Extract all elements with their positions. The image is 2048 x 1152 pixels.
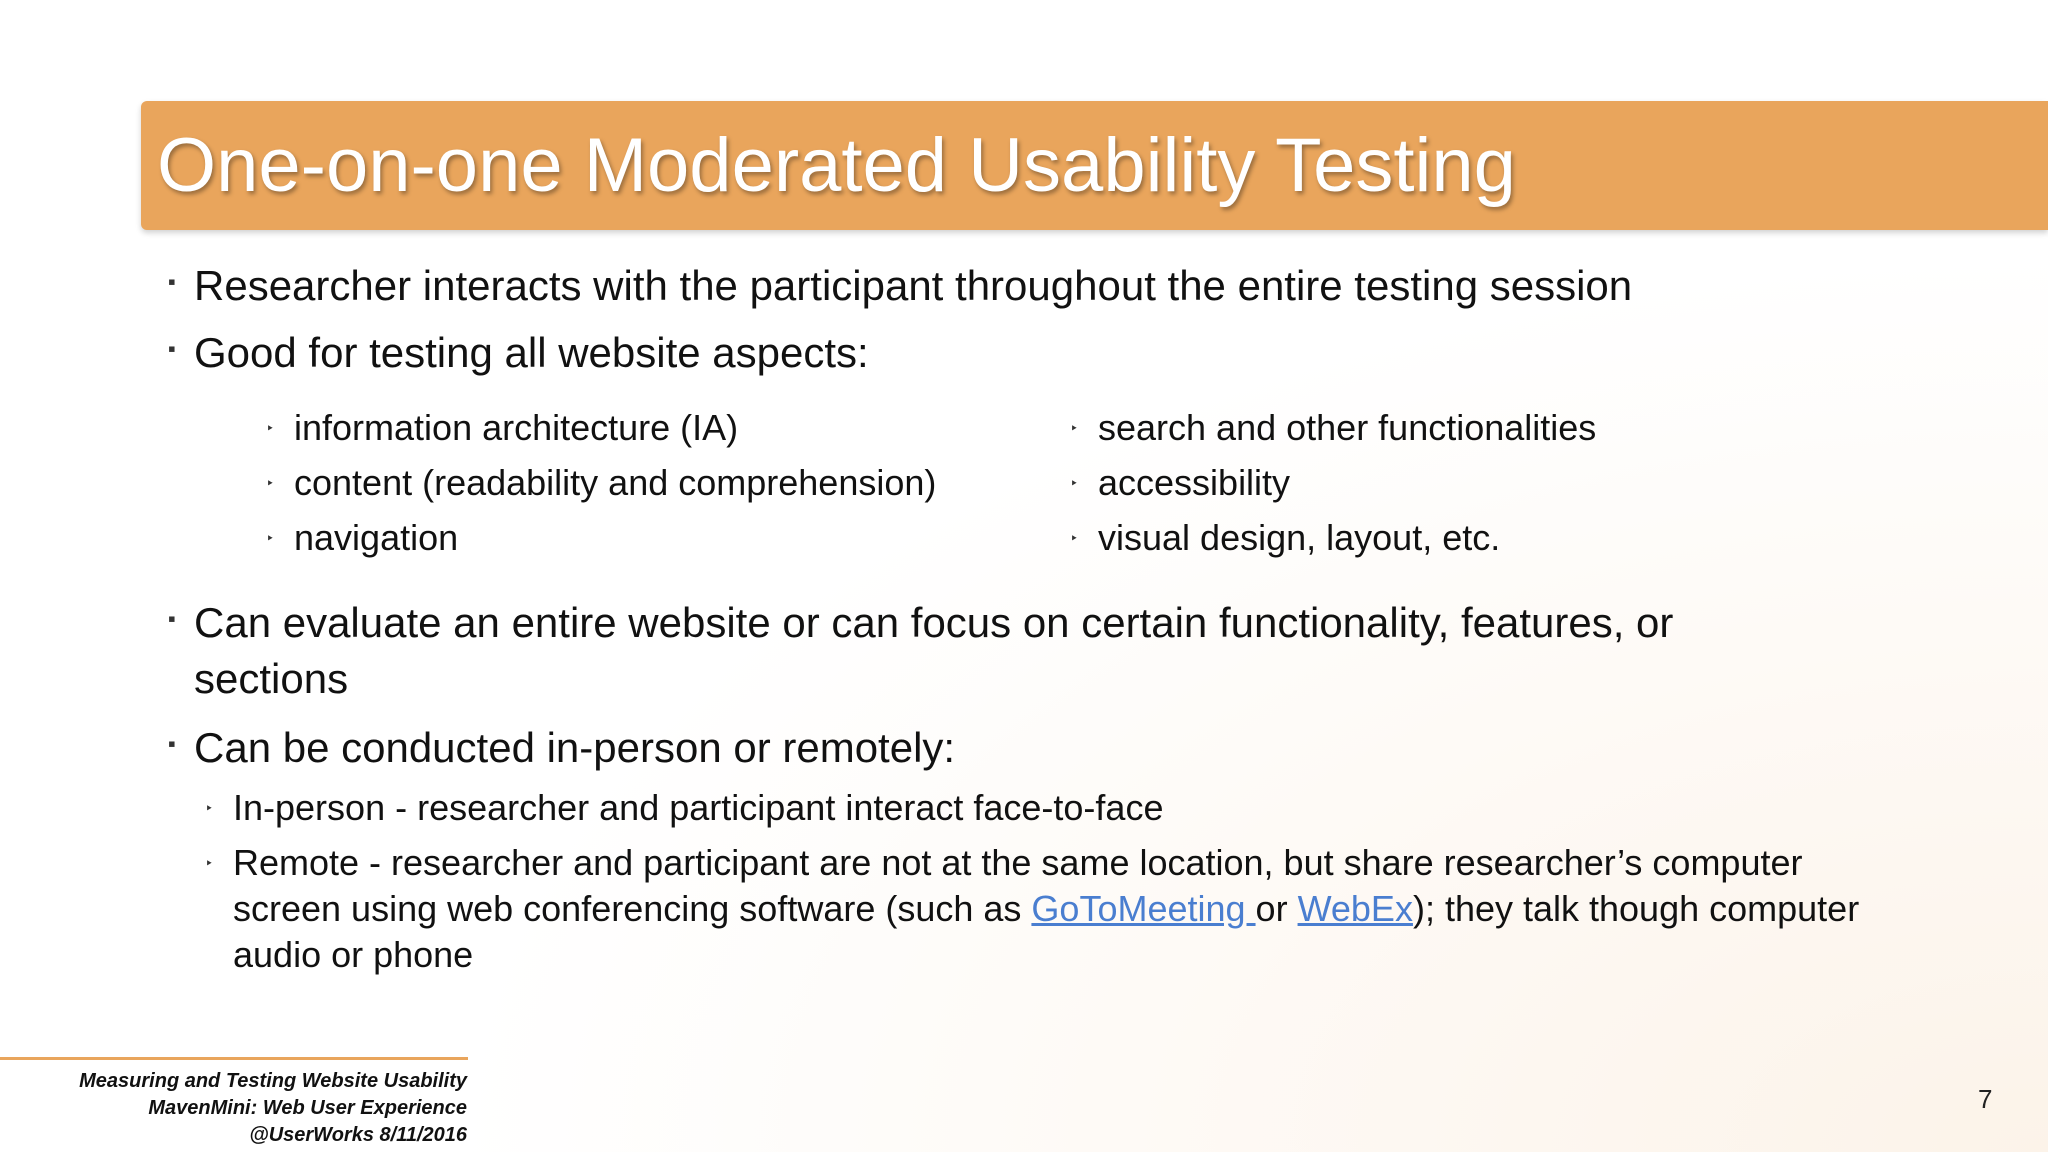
square-bullet-icon: ▪	[168, 606, 176, 631]
square-bullet-icon: ▪	[168, 336, 176, 361]
sub-bullet-text: In-person - researcher and participant interact face-to-face	[233, 787, 1164, 828]
remote-line2-post: ); they talk though computer	[1412, 888, 1860, 929]
aspect-text: accessibility	[1098, 462, 1291, 503]
footer-line2: MavenMini: Web User Experience	[148, 1097, 467, 1119]
aspect-text: content (readability and comprehension)	[294, 462, 937, 503]
slide-title: One-on-one Moderated Usability Testing	[157, 123, 1516, 208]
remote-line2-pre: screen using web conferencing software (such as	[233, 888, 1032, 929]
gotomeeting-link[interactable]: GoToMeeting	[1031, 888, 1256, 929]
triangle-bullet-icon: ‣	[205, 855, 214, 871]
footer-line3: @UserWorks 8/11/2016	[249, 1124, 467, 1146]
footer-line1: Measuring and Testing Website Usability	[79, 1070, 467, 1092]
remote-line2-mid: or	[1255, 888, 1298, 929]
footer-credits	[79, 1068, 467, 1149]
footer-divider	[0, 1057, 468, 1060]
triangle-bullet-icon: ‣	[1070, 530, 1079, 546]
square-bullet-icon: ▪	[168, 731, 176, 756]
remote-line1: Remote - researcher and participant are not at the same location, but share researcher’s computer	[233, 842, 1803, 883]
triangle-bullet-icon: ‣	[266, 530, 275, 546]
bullet-text-line1: Can evaluate an entire website or can focus on certain functionality, features, or	[194, 599, 1674, 646]
aspect-text: visual design, layout, etc.	[1098, 517, 1501, 558]
page-number: 7	[1978, 1084, 1993, 1114]
bullet-text: Researcher interacts with the participant throughout the entire testing session	[194, 262, 1633, 309]
aspect-text: search and other functionalities	[1098, 407, 1597, 448]
triangle-bullet-icon: ‣	[205, 800, 214, 816]
triangle-bullet-icon: ‣	[266, 475, 275, 491]
triangle-bullet-icon: ‣	[1070, 420, 1079, 436]
webex-link[interactable]: WebEx	[1297, 888, 1413, 929]
triangle-bullet-icon: ‣	[266, 420, 275, 436]
bullet-text: Can be conducted in-person or remotely:	[194, 724, 956, 771]
title-bar	[141, 101, 2048, 230]
aspect-text: navigation	[294, 517, 459, 558]
square-bullet-icon: ▪	[168, 269, 176, 294]
bullet-text-line2: sections	[194, 655, 349, 702]
triangle-bullet-icon: ‣	[1070, 475, 1079, 491]
remote-line3: audio or phone	[233, 934, 474, 975]
aspect-text: information architecture (IA)	[294, 407, 739, 448]
bullet-text: Good for testing all website aspects:	[194, 329, 869, 376]
remote-line2	[233, 886, 1859, 932]
